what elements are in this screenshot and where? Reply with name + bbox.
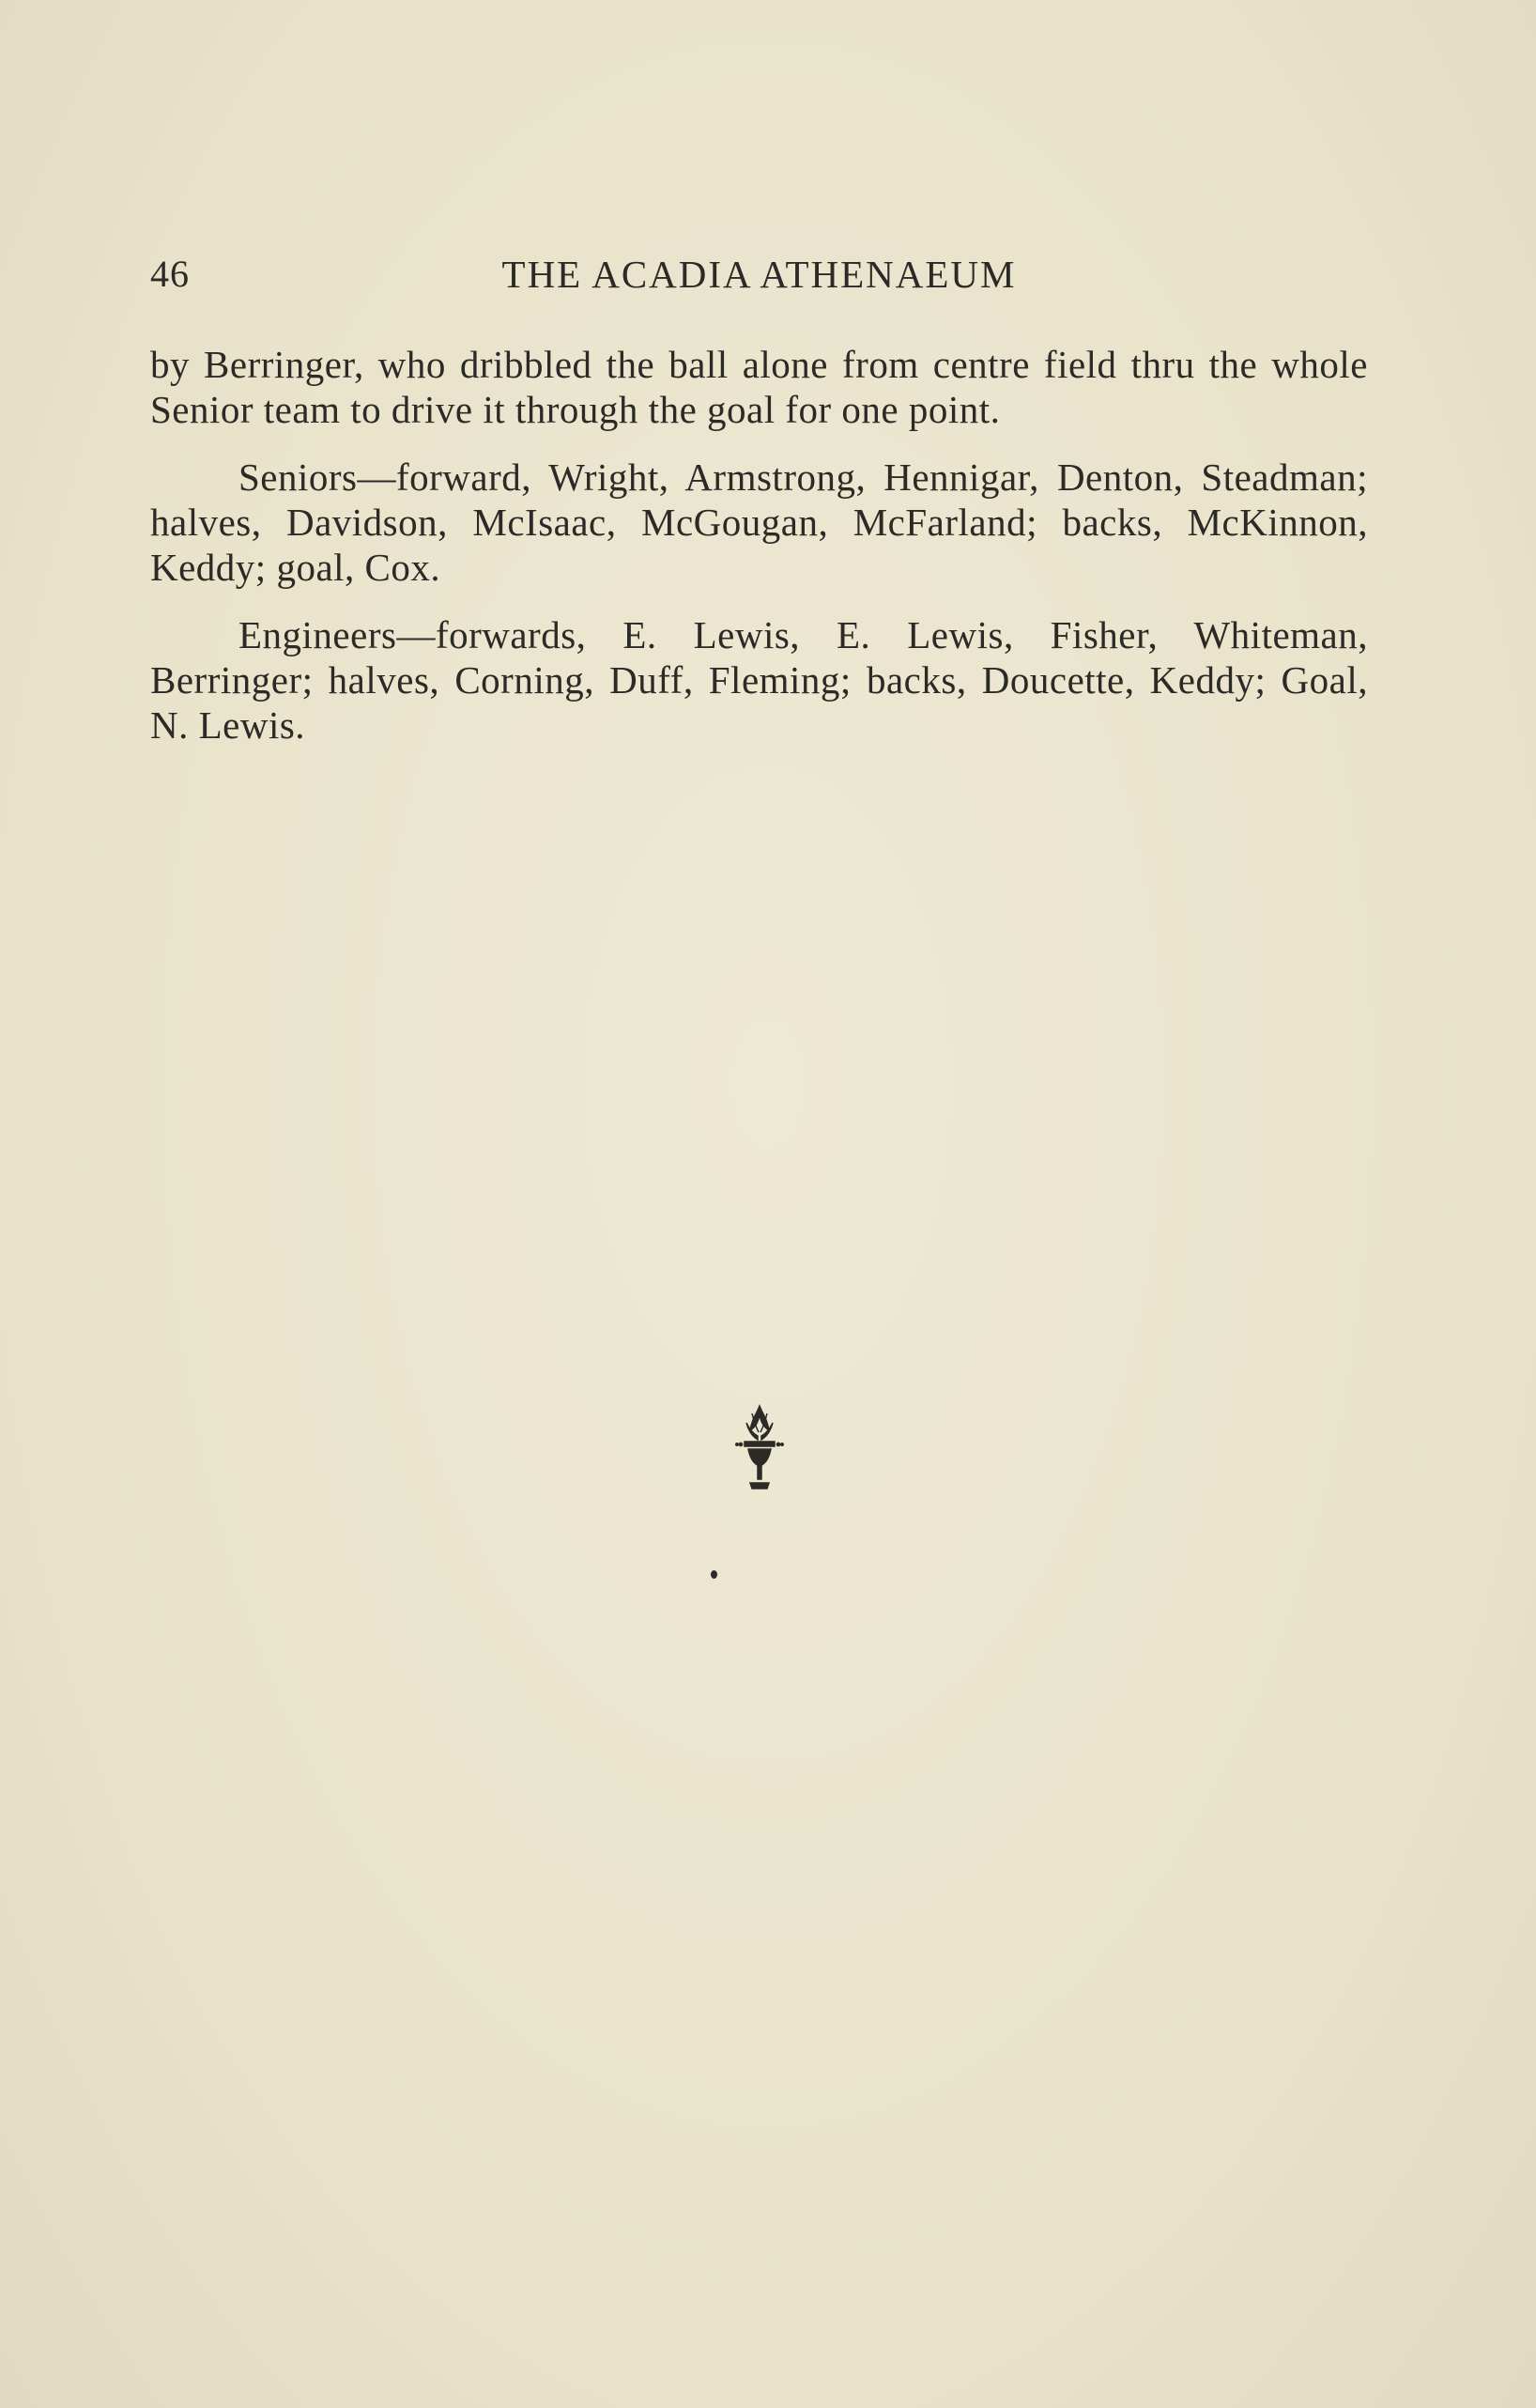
urn-ornament-icon	[733, 1402, 786, 1496]
paragraph-continuation: by Berringer, who dribbled the ball alone from centre field thru the whole Senior team to drive it through the goal for one point.	[150, 343, 1368, 431]
running-head	[150, 246, 1368, 302]
page-number: 46	[150, 253, 190, 295]
paragraph-engineers-lineup: Engineers—forwards, E. Lewis, E. Lewis, Fisher, Whiteman, Berringer; halves, Corning, Duff, Fleming; backs, Doucette, Keddy; Goal, N. Lewis.	[150, 613, 1368, 747]
paragraph-seniors-lineup: Seniors—forward, Wright, Armstrong, Hennigar, Denton, Steadman; halves, Davidson, McIsaac, McGougan, McFarland; backs, McKinnon, Keddy; goal, Cox.	[150, 455, 1368, 589]
article-body	[150, 342, 1368, 770]
journal-title: THE ACADIA ATHENAEUM	[501, 253, 1017, 296]
ink-speck	[711, 1570, 717, 1579]
